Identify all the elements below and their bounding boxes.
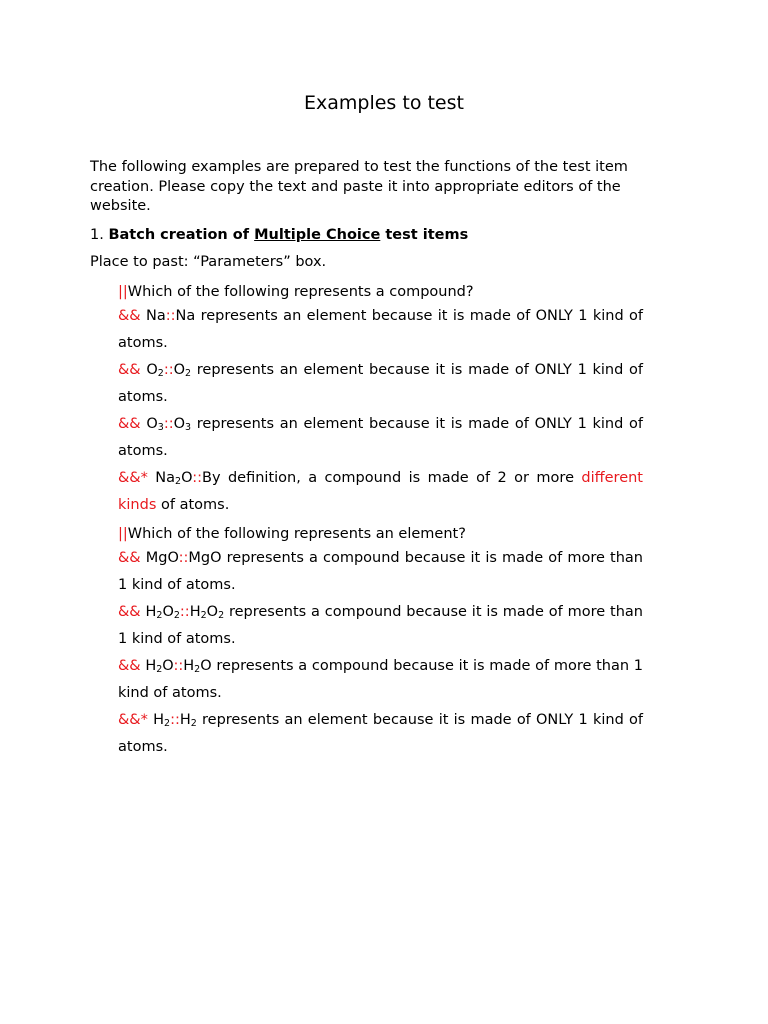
option-feedback: $H_2O_2$ represents a compound because it is made of more than 1 kind of atoms. <box>118 604 643 647</box>
q1-option-2 <box>118 357 643 411</box>
separator: :: <box>170 712 180 728</box>
correct-marker: &&* <box>118 712 148 728</box>
option-text: $O_2$ <box>146 362 164 379</box>
intro-paragraph: The following examples are prepared to test the functions of the test item creation. Please copy the text and paste it into appropriate editors of the website. <box>90 159 628 214</box>
q1-option-1 <box>118 303 643 357</box>
option-feedback: Na represents an element because it is made of ONLY 1 kind of atoms. <box>118 308 643 351</box>
option-feedback: MgO represents a compound because it is made of more than 1 kind of atoms. <box>118 550 643 593</box>
separator: :: <box>192 470 203 486</box>
question-marker: || <box>118 526 128 542</box>
separator: :: <box>178 550 189 566</box>
question-text: Which of the following represents an element? <box>127 526 466 542</box>
option-feedback: $O_2$ represents an element because it is made of ONLY 1 kind of atoms. <box>118 362 644 405</box>
question-text: Which of the following represents a compound? <box>127 284 474 300</box>
option-text: MgO <box>145 550 179 566</box>
question-1 <box>118 281 643 303</box>
highlighted-text: different kinds <box>118 470 643 513</box>
place-instruction: Place to past: “Parameters” box. <box>90 254 327 270</box>
option-text: $H_2O$ <box>145 658 174 675</box>
option-marker: && <box>118 550 141 566</box>
option-feedback: By definition, a compound is made of 2 or more different kinds of atoms. <box>118 470 643 513</box>
section-title-pre: Batch creation of <box>108 227 250 243</box>
q1-option-3 <box>118 411 643 465</box>
q2-option-1 <box>118 545 643 599</box>
section-number: 1. <box>90 227 104 243</box>
correct-marker: &&* <box>118 470 148 486</box>
option-feedback: $H_2O$ represents a compound because it is made of more than 1 kind of atoms. <box>118 658 644 701</box>
option-feedback: $H_2$ represents an element because it is made of ONLY 1 kind of atoms. <box>118 712 643 755</box>
q1-option-4-correct <box>118 465 643 519</box>
question-2 <box>118 523 643 545</box>
q2-option-3 <box>118 653 643 707</box>
option-marker: && <box>118 362 141 378</box>
test-items-block <box>118 281 643 761</box>
option-feedback: $O_3$ represents an element because it is made of ONLY 1 kind of atoms. <box>118 416 644 459</box>
separator: :: <box>173 658 184 674</box>
option-marker: && <box>118 416 141 432</box>
option-text: $H_2O_2$ <box>145 604 180 621</box>
q2-option-4-correct <box>118 707 643 761</box>
option-text: $Na_2O$ <box>155 470 193 487</box>
option-marker: && <box>118 604 141 620</box>
option-marker: && <box>118 658 141 674</box>
question-marker: || <box>118 284 128 300</box>
page-title: Examples to test <box>304 92 464 114</box>
option-marker: && <box>118 308 141 324</box>
separator: :: <box>165 308 176 324</box>
section-title-underlined: Multiple Choice <box>254 227 381 243</box>
q2-option-2 <box>118 599 643 653</box>
section-title-post: test items <box>385 227 469 243</box>
separator: :: <box>163 362 174 378</box>
separator: :: <box>179 604 190 620</box>
option-text: $O_3$ <box>146 416 164 433</box>
option-text: $H_2$ <box>153 712 171 729</box>
section-heading <box>90 227 468 243</box>
separator: :: <box>163 416 174 432</box>
option-text: Na <box>145 308 166 324</box>
